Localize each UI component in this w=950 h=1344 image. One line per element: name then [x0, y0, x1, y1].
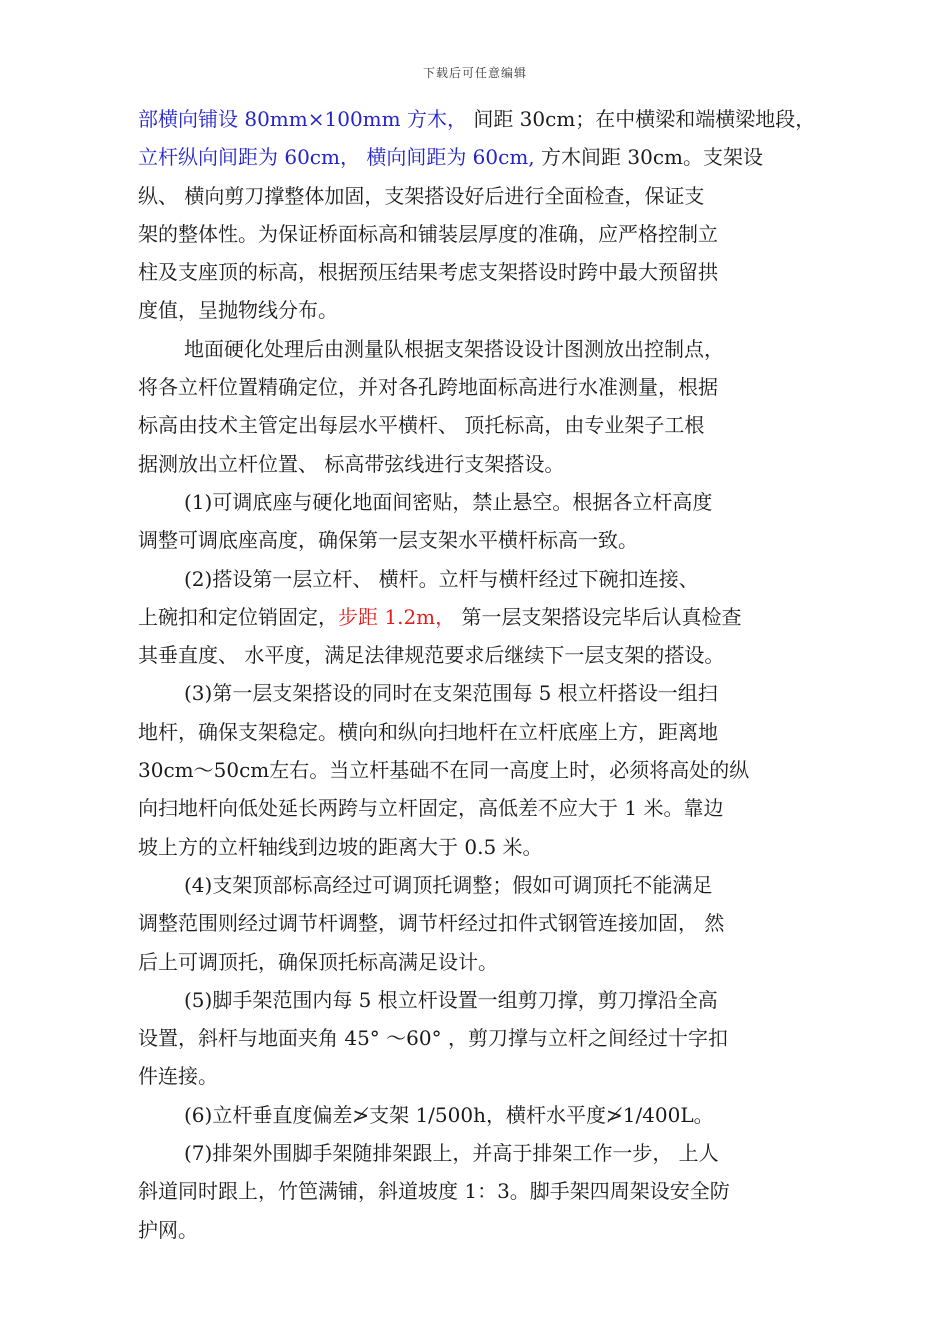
text-line — [138, 1019, 818, 1057]
text-line — [138, 1134, 818, 1172]
body-text: 地杆，确保支架稳定。横向和纵向扫地杆在立杆底座上方，距离地 — [138, 719, 718, 744]
text-line — [138, 215, 818, 253]
body-text: 间距 30cm；在中横梁和端横梁地段， — [466, 107, 816, 131]
text-line — [138, 445, 818, 483]
body-text: 30cm～50cm左右。当立杆基础不在同一高度上时，必须将高处的纵 — [138, 758, 750, 783]
body-text: 地面硬化处理后由测量队根据支架搭设设计图测放出控制点， — [184, 336, 724, 361]
highlight-blue-text: 部横向铺设 80mm×100mm 方木， — [138, 107, 467, 131]
text-line — [138, 253, 818, 291]
body-text: 调整可调底座高度，确保第一层支架水平横杆标高一致。 — [138, 528, 638, 553]
body-text: 其垂直度、 水平度，满足法律规范要求后继续下一层支架的搭设。 — [138, 643, 725, 668]
body-text: 方木间距 30cm。支架设 — [534, 145, 764, 170]
body-text: 上碗扣和定位销固定， — [138, 604, 338, 629]
body-text: 后上可调顶托，确保顶托标高满足设计。 — [138, 949, 498, 974]
text-line — [138, 828, 818, 866]
body-text: 第一层支架搭设完毕后认真检查 — [455, 604, 742, 629]
text-line — [138, 636, 818, 674]
text-line — [138, 368, 818, 406]
highlight-red-text: 步距 1.2m， — [338, 604, 456, 629]
body-text: 调整范围则经过调节杆调整，调节杆经过扣件式钢管连接加固， 然 — [138, 911, 725, 936]
text-line — [138, 1172, 818, 1210]
text-line — [138, 713, 818, 751]
text-line — [138, 100, 818, 138]
text-line — [138, 789, 818, 827]
body-text: (3)第一层支架搭设的同时在支架范围每 5 根立杆搭设一组扫 — [184, 681, 718, 706]
body-text: 件连接。 — [138, 1064, 218, 1089]
body-text: (1)可调底座与硬化地面间密贴，禁止悬空。根据各立杆高度 — [184, 489, 713, 514]
text-line — [138, 560, 818, 598]
page-header: 下载后可任意编辑 — [422, 66, 527, 80]
text-line — [138, 1096, 818, 1134]
text-line — [138, 138, 818, 176]
body-text: (5)脚手架范围内每 5 根立杆设置一组剪刀撑，剪刀撑沿全高 — [184, 987, 718, 1012]
text-line — [138, 1211, 818, 1249]
body-text: (4)支架顶部标高经过可调顶托调整；假如可调顶托不能满足 — [184, 872, 713, 897]
body-text: (7)排架外围脚手架随排架跟上，并高于排架工作一步， 上人 — [184, 1141, 719, 1166]
body-text: 将各立杆位置精确定位，并对各孔跨地面标高进行水准测量，根据 — [138, 375, 718, 400]
body-text: (2)搭设第一层立杆、 横杆。立杆与横杆经过下碗扣连接、 — [184, 566, 699, 591]
body-text: 护网。 — [138, 1217, 198, 1242]
text-line — [138, 406, 818, 444]
document-body — [138, 100, 818, 1249]
text-line — [138, 674, 818, 712]
text-line — [138, 483, 818, 521]
text-line — [138, 521, 818, 559]
body-text: 斜道同时跟上，竹笆满铺，斜道坡度 1：3。脚手架四周架设安全防 — [138, 1179, 730, 1204]
body-text: 纵、 横向剪刀撑整体加固，支架搭设好后进行全面检查，保证支 — [138, 183, 705, 208]
text-line — [138, 598, 818, 636]
text-line — [138, 981, 818, 1019]
body-text: 坡上方的立杆轴线到边坡的距离大于 0.5 米。 — [138, 834, 543, 859]
text-line — [138, 904, 818, 942]
body-text: 架的整体性。为保证桥面标高和铺装层厚度的准确，应严格控制立 — [138, 221, 718, 246]
body-text: 度值，呈抛物线分布。 — [138, 298, 338, 323]
text-line — [138, 1057, 818, 1095]
body-text: 柱及支座顶的标高，根据预压结果考虑支架搭设时跨中最大预留拱 — [138, 260, 718, 285]
text-line — [138, 866, 818, 904]
body-text: 设置，斜杆与地面夹角 45° ～60° ，剪刀撑与立杆之间经过十字扣 — [138, 1026, 728, 1051]
text-line — [138, 291, 818, 329]
body-text: (6)立杆垂直度偏差≯支架 1/500h，横杆水平度≯1/400L。 — [184, 1102, 714, 1127]
text-line — [138, 751, 818, 789]
body-text: 据测放出立杆位置、 标高带弦线进行支架搭设。 — [138, 451, 565, 476]
text-line — [138, 943, 818, 981]
body-text: 向扫地杆向低处延长两跨与立杆固定，高低差不应大于 1 米。靠边 — [138, 796, 724, 821]
body-text: 标高由技术主管定出每层水平横杆、 顶托标高，由专业架子工根 — [138, 413, 705, 438]
text-line — [138, 177, 818, 215]
text-line — [138, 330, 818, 368]
highlight-blue-text: 立杆纵向间距为 60cm， 横向间距为 60cm, — [138, 145, 535, 170]
